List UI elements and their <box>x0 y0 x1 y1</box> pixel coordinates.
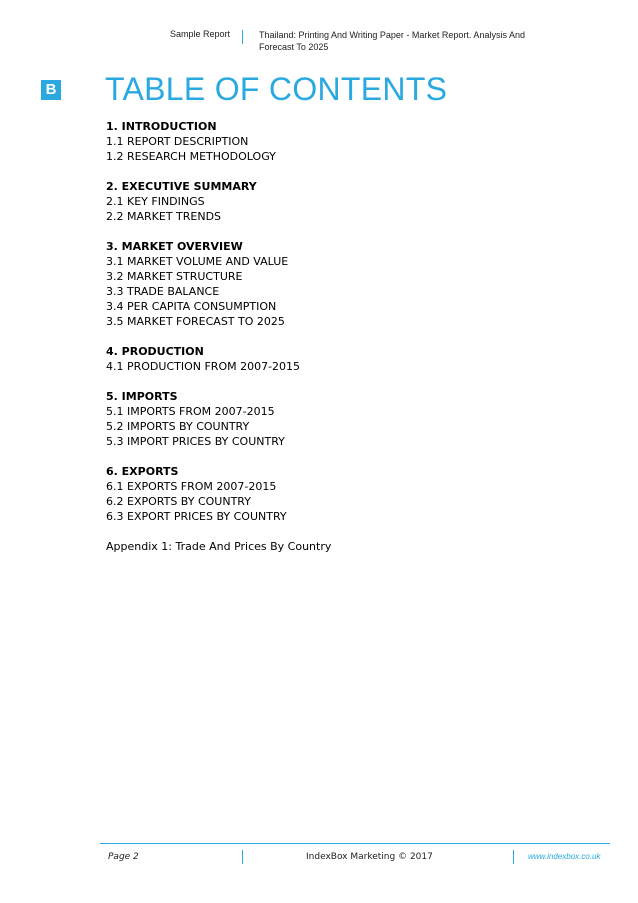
toc-heading[interactable]: 5. IMPORTS <box>106 390 178 403</box>
footer-copyright: IndexBox Marketing © 2017 <box>306 852 433 862</box>
toc-item[interactable]: 1.2 RESEARCH METHODOLOGY <box>106 150 276 163</box>
header-report-title: Thailand: Printing And Writing Paper - Market Report. Analysis And Forecast To 2025 <box>259 30 525 52</box>
table-of-contents <box>106 119 586 554</box>
toc-item[interactable]: 5.2 IMPORTS BY COUNTRY <box>106 420 250 433</box>
toc-item[interactable]: 6.3 EXPORT PRICES BY COUNTRY <box>106 510 287 523</box>
toc-item[interactable]: 4.1 PRODUCTION FROM 2007-2015 <box>106 360 301 373</box>
header-report-type: Sample Report <box>169 29 230 39</box>
footer-divider <box>242 850 243 864</box>
toc-section-introduction <box>106 119 586 164</box>
toc-item[interactable]: 3.5 MARKET FORECAST TO 2025 <box>106 315 285 328</box>
toc-item[interactable]: 3.1 MARKET VOLUME AND VALUE <box>106 255 289 268</box>
toc-heading[interactable]: 2. EXECUTIVE SUMMARY <box>106 180 257 193</box>
toc-heading[interactable]: 4. PRODUCTION <box>106 345 204 358</box>
toc-section-exports <box>106 464 586 524</box>
toc-appendix[interactable]: Appendix 1: Trade And Prices By Country <box>106 540 332 553</box>
toc-item[interactable]: 5.3 IMPORT PRICES BY COUNTRY <box>106 435 285 448</box>
toc-item[interactable]: 3.2 MARKET STRUCTURE <box>106 270 243 283</box>
toc-heading[interactable]: 3. MARKET OVERVIEW <box>106 240 243 253</box>
toc-item[interactable]: 5.1 IMPORTS FROM 2007-2015 <box>106 405 275 418</box>
toc-item[interactable]: 1.1 REPORT DESCRIPTION <box>106 135 249 148</box>
header-divider <box>242 30 243 44</box>
toc-section-market-overview <box>106 239 586 329</box>
toc-item[interactable]: 6.2 EXPORTS BY COUNTRY <box>106 495 251 508</box>
footer-rule <box>100 843 610 844</box>
toc-item[interactable]: 6.1 EXPORTS FROM 2007-2015 <box>106 480 277 493</box>
toc-section-imports <box>106 389 586 449</box>
page-title: TABLE OF CONTENTS <box>105 71 448 107</box>
toc-item[interactable]: 3.4 PER CAPITA CONSUMPTION <box>106 300 277 313</box>
toc-heading[interactable]: 6. EXPORTS <box>106 465 179 478</box>
page-number: Page 2 <box>108 852 139 862</box>
toc-section-executive-summary <box>106 179 586 224</box>
toc-heading[interactable]: 1. INTRODUCTION <box>106 120 217 133</box>
toc-item[interactable]: 2.2 MARKET TRENDS <box>106 210 222 223</box>
footer-divider <box>513 850 514 864</box>
footer-website-link[interactable]: www.indexbox.co.uk <box>528 852 601 861</box>
toc-item[interactable]: 2.1 KEY FINDINGS <box>106 195 205 208</box>
toc-section-production <box>106 344 586 374</box>
indexbox-logo-icon: B <box>41 80 61 100</box>
toc-item[interactable]: 3.3 TRADE BALANCE <box>106 285 220 298</box>
